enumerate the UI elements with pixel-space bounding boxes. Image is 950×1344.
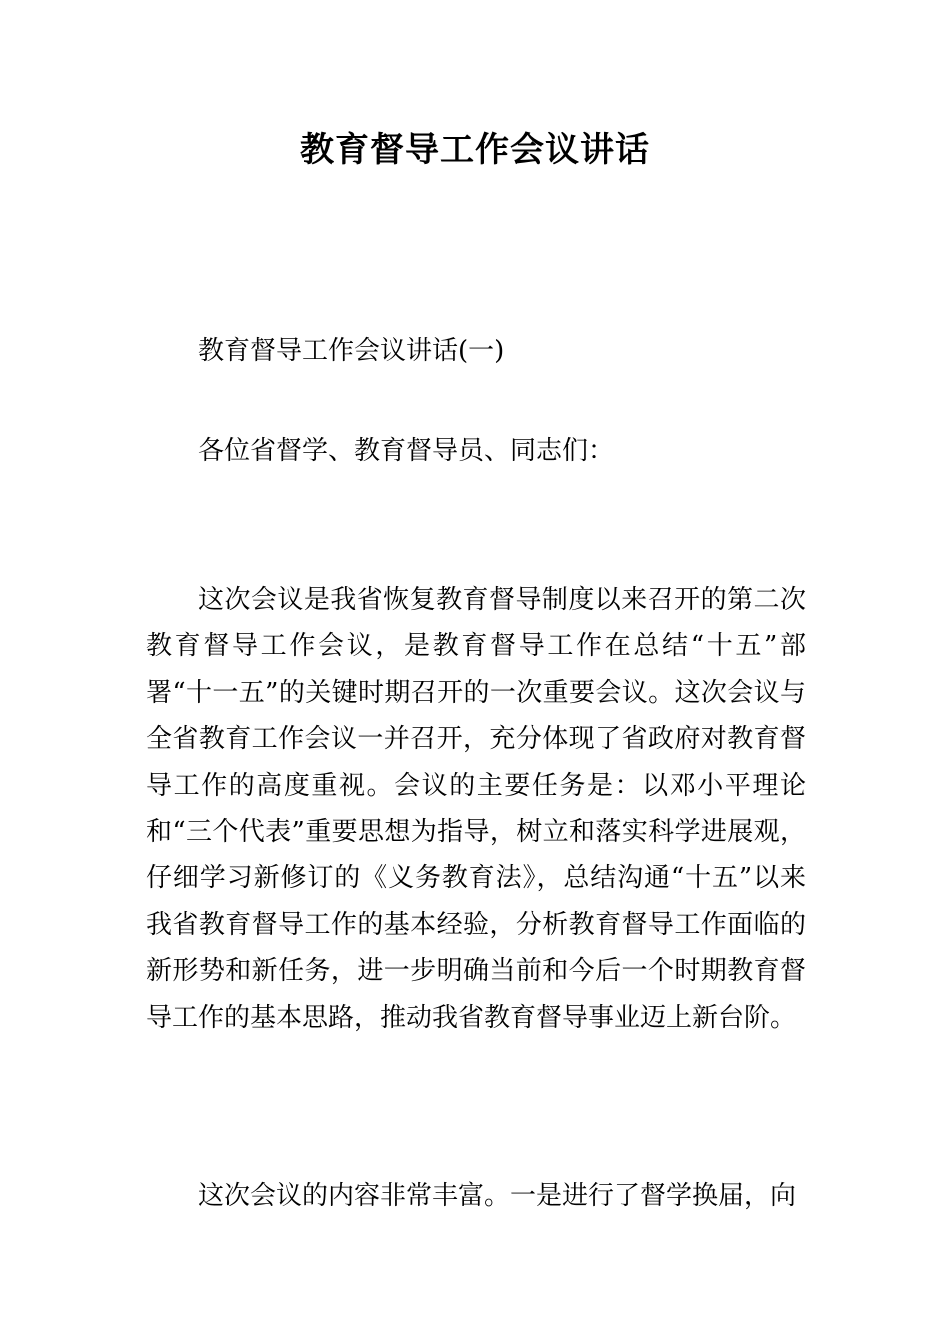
- body-paragraph-1: 这次会议是我省恢复教育督导制度以来召开的第二次教育督导工作会议，是教育督导工作在总结“十五”部署“十一五”的关键时期召开的一次重要会议。这次会议与全省教育工作会议一并召开，充分体现了省政府对教育督导工作的高度重视。会议的主要任务是：以邓小平理论和“三个代表”重要思想为指导，树立和落实科学进展观，仔细学习新修订的《义务教育法》，总结沟通“十五”以来我省教育督导工作的基本经验，分析教育督导工作面临的新形势和新任务，进一步明确当前和今后一个时期教育督导工作的基本思路，推动我省教育督导事业迈上新台阶。: [146, 585, 806, 1033]
- salutation: 各位省督学、教育督导员、同志们：: [198, 436, 615, 466]
- document-subtitle: 教育督导工作会议讲话(一): [198, 336, 505, 366]
- body-paragraph-2: 这次会议的内容非常丰富。一是进行了督学换届，向: [198, 1181, 797, 1211]
- document-title: 教育督导工作会议讲话: [300, 130, 650, 170]
